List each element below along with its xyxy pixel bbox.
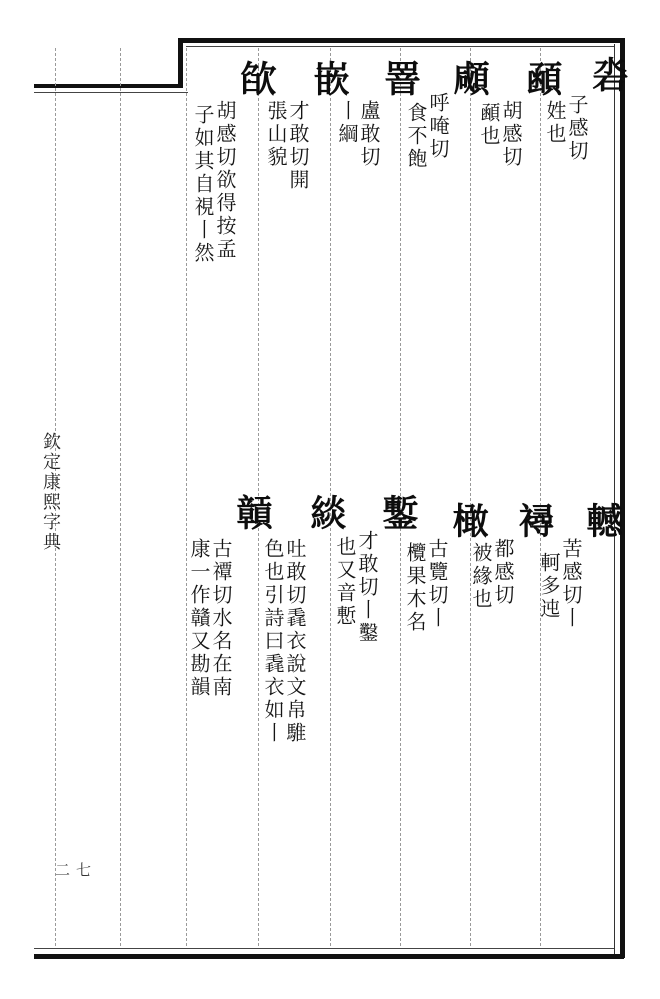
entry-note: 色也引詩曰毳衣如丨: [261, 538, 285, 745]
page-number: 七二: [53, 862, 92, 877]
entry-headword: 嵌: [308, 60, 350, 96]
entry-note: 盧敢切: [357, 100, 381, 169]
dictionary-entry: [265, 60, 349, 192]
entry-note: 苦感切丨: [559, 538, 583, 630]
entry-note: 呼唵切: [426, 92, 450, 161]
entry-note: 軻多迍: [537, 552, 561, 621]
entry-note: 胡感切欲得按孟: [213, 100, 237, 261]
entry-note: 康一作贛又勘韻: [187, 538, 211, 699]
dictionary-entry: [478, 60, 562, 169]
entry-note: 顄也: [477, 102, 501, 148]
entry-headword: 緂: [305, 494, 347, 530]
entry-note: 食不飽: [404, 102, 428, 171]
entry-note: 才敢切開: [286, 100, 310, 192]
frame-right-border: [620, 38, 625, 958]
entry-note: 胡感切: [499, 100, 523, 169]
entry-note: 也又音慙: [333, 536, 357, 628]
entry-note: 子感切: [565, 94, 589, 163]
dictionary-entry: [192, 60, 276, 265]
entry-headword: 罯: [379, 60, 421, 96]
column-rule: [470, 48, 471, 946]
frame-bottom-border: [34, 954, 624, 959]
frame-right-inner-line: [614, 44, 615, 954]
entry-headword: 顑: [448, 60, 490, 96]
dictionary-entry: [262, 494, 346, 745]
margin-strip: [18, 92, 92, 877]
margin-title: 欽定康熙字典: [40, 432, 61, 552]
frame-bottom-inner-line: [34, 948, 614, 949]
entry-note: 姓也: [543, 100, 567, 146]
entry-note: 古禫切水名在南: [209, 538, 233, 699]
frame-left-top-border: [34, 84, 182, 88]
column-rule: [540, 48, 541, 946]
entry-headword: 橄: [447, 502, 489, 538]
entry-note: 吐敢切毳衣說文帛騅: [283, 538, 307, 745]
entry-headword: 顄: [521, 60, 563, 96]
entry-headword: 贑: [231, 494, 273, 530]
entry-headword: 襑: [513, 502, 555, 538]
column-rule: [120, 48, 121, 946]
entry-note: 都感切: [491, 538, 515, 607]
entry-headword: 沯: [587, 56, 629, 92]
column-rule: [186, 48, 187, 946]
frame-top-border: [178, 38, 622, 43]
entry-headword: 欿: [235, 60, 277, 96]
entry-headword: 轗: [581, 502, 623, 538]
entry-note: 丨綱: [335, 100, 359, 146]
frame-inner-top-line: [186, 46, 614, 47]
entry-note: 才敢切丨鑿: [355, 530, 379, 645]
entry-headword: 鏨: [377, 494, 419, 530]
entry-note: 欖果木名: [403, 542, 427, 634]
entry-note: 被緣也: [469, 542, 493, 611]
frame-step-border: [178, 38, 183, 88]
entry-note: 子如其自視丨然: [191, 104, 215, 265]
entry-note: 古覽切丨: [425, 538, 449, 630]
entry-note: 張山貌: [264, 100, 288, 169]
dictionary-entry: [188, 494, 272, 699]
